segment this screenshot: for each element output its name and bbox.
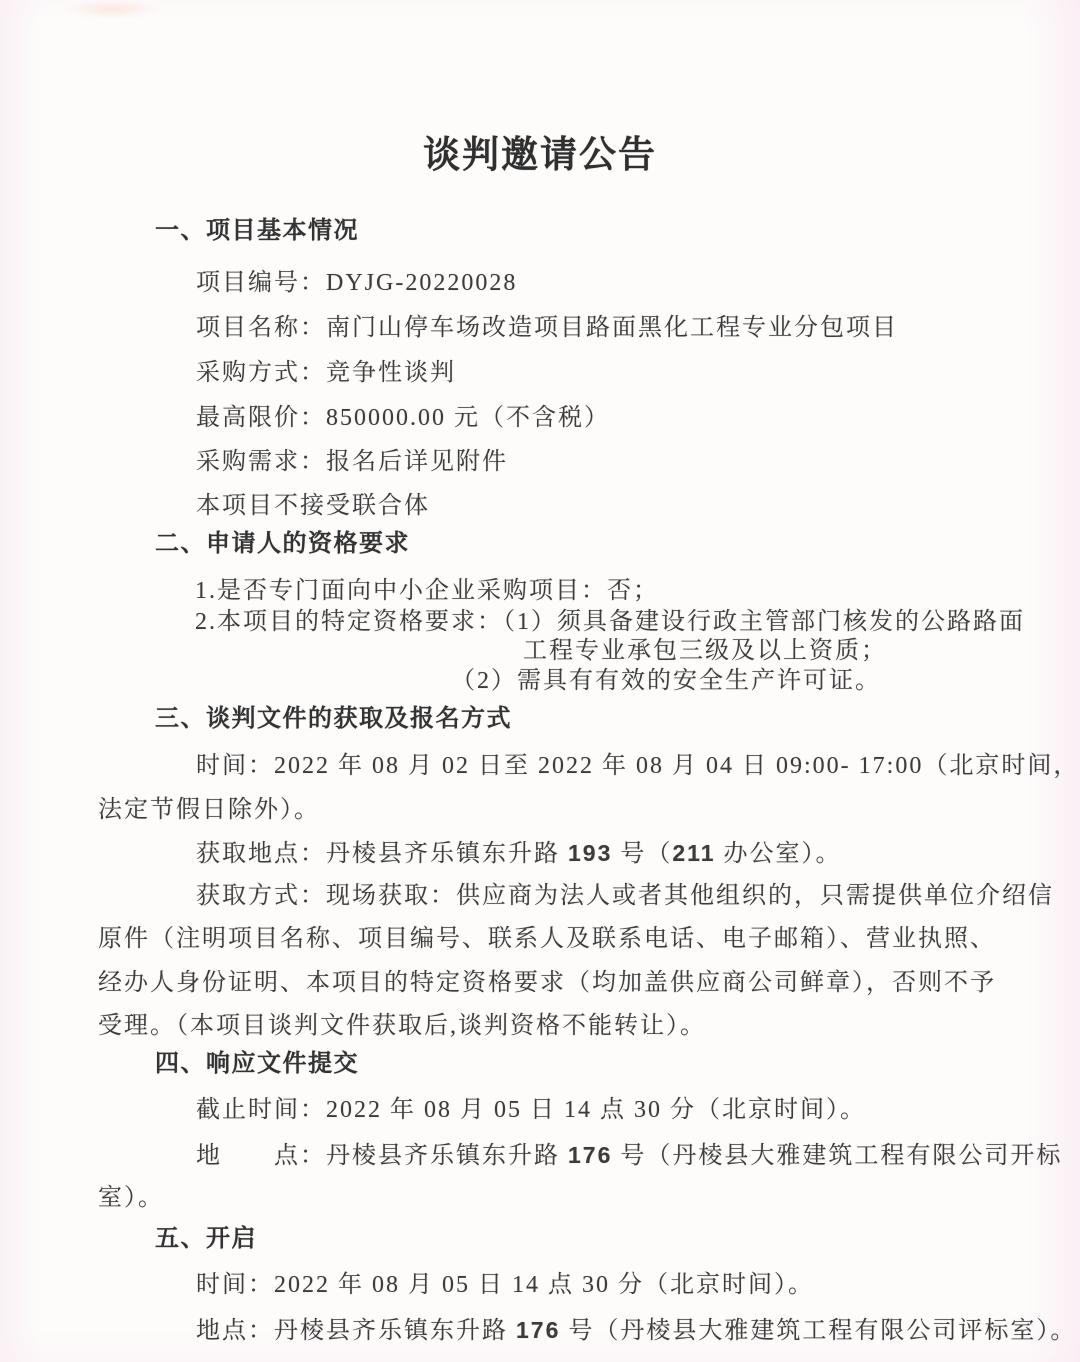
no-consortium-line: 本项目不接受联合体 <box>196 493 430 519</box>
acquire-method-line-3: 经办人身份证明、本项目的特定资格要求（均加盖供应商公司鲜章），否则不予 <box>98 970 996 996</box>
submit-location-line-2: 室）。 <box>98 1185 164 1211</box>
acquire-time-line-1: 时间：2022 年 08 月 02 日至 2022 年 08 月 04 日 09:00- 17:00（北京时间， <box>196 753 1080 779</box>
street-number: 193 <box>568 840 613 866</box>
section3-heading: 三、谈判文件的获取及报名方式 <box>155 705 512 732</box>
acquire-method-line-4: 受理。（本项目谈判文件获取后,谈判资格不能转让）。 <box>98 1013 706 1039</box>
opening-location-line <box>196 1313 1076 1348</box>
section2-heading: 二、申请人的资格要求 <box>155 530 410 557</box>
price-limit-line: 最高限价：850000.00 元（不含税） <box>196 405 610 431</box>
project-name-line: 项目名称：南门山停车场改造项目路面黑化工程专业分包项目 <box>196 315 898 341</box>
street-number: 176 <box>568 1142 613 1168</box>
page-title: 谈判邀请公告 <box>423 135 657 176</box>
project-number-line: 项目编号：DYJG-20220028 <box>196 270 518 296</box>
street-number: 176 <box>516 1317 561 1343</box>
qualification-item-2-cont-2: （2）需具有有效的安全生产许可证。 <box>451 668 881 694</box>
text-run: 办公室）。 <box>715 841 842 867</box>
procurement-demand-line: 采购需求：报名后详见附件 <box>196 449 508 475</box>
qualification-item-1: 1.是否专门面向中小企业采购项目：否； <box>195 578 659 604</box>
submit-location-line-1 <box>196 1138 1062 1173</box>
opening-time-line: 时间：2022 年 08 月 05 日 14 点 30 分（北京时间）。 <box>196 1272 814 1298</box>
text-run: 地点：丹棱县齐乐镇东升路 <box>196 1318 516 1344</box>
acquire-location-line <box>196 836 841 871</box>
procurement-method-line: 采购方式：竞争性谈判 <box>196 360 456 386</box>
deadline-line: 截止时间：2022 年 08 月 05 日 14 点 30 分（北京时间）。 <box>196 1097 866 1123</box>
acquire-method-line-1: 获取方式：现场获取：供应商为法人或者其他组织的，只需提供单位介绍信 <box>196 883 1054 909</box>
text-run: 获取地点：丹棱县齐乐镇东升路 <box>196 841 568 867</box>
section1-heading: 一、项目基本情况 <box>155 217 359 244</box>
section5-heading: 五、开启 <box>155 1225 257 1252</box>
text-run: 地 点：丹棱县齐乐镇东升路 <box>196 1143 568 1169</box>
section4-heading: 四、响应文件提交 <box>155 1050 359 1077</box>
acquire-time-line-2: 法定节假日除外）。 <box>98 797 320 823</box>
qualification-item-2-cont-1: 工程专业承包三级及以上资质； <box>523 638 887 664</box>
office-number: 211 <box>672 840 716 866</box>
text-run: 号（ <box>612 841 673 867</box>
text-run: 号（丹棱县大雅建筑工程有限公司开标 <box>612 1143 1063 1169</box>
qualification-item-2: 2.本项目的特定资格要求：（1）须具备建设行政主管部门核发的公路路面 <box>195 609 1025 635</box>
text-run: 号（丹棱县大雅建筑工程有限公司评标室）。 <box>560 1318 1077 1344</box>
acquire-method-line-2: 原件（注明项目名称、项目编号、联系人及联系电话、电子邮箱）、营业执照、 <box>98 926 996 952</box>
